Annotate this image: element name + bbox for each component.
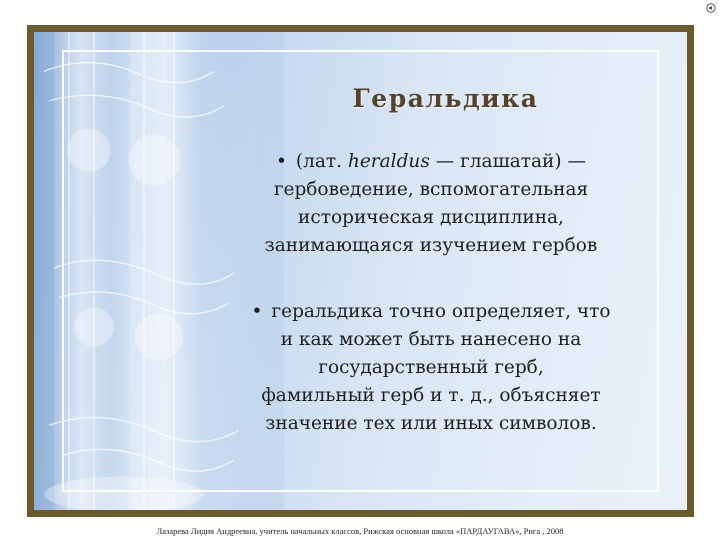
slide-canvas — [34, 32, 687, 510]
slide-frame — [27, 25, 694, 517]
speaker-icon[interactable] — [706, 3, 716, 13]
bullet-purpose-line-5: значение тех или иных символов. — [265, 413, 597, 434]
bullet-definition-line-2: гербоведение, вспомогательная — [273, 179, 589, 200]
bullet-purpose-line-3: государственный герб, — [318, 357, 544, 378]
bullet-definition-line-1 — [222, 148, 640, 176]
bullet-purpose-line-1 — [222, 298, 640, 326]
slide-title: Геральдика — [352, 84, 539, 113]
bullet-marker: • — [251, 301, 263, 322]
bullet-purpose-line-2: и как может быть нанесено на — [280, 329, 582, 350]
bullet-purpose-text-1: геральдика точно определяет, что — [271, 301, 611, 322]
definition-term: heraldus — [347, 151, 430, 172]
bullet-definition-line-3: историческая дисциплина, — [298, 207, 564, 228]
bullet-definition — [222, 148, 640, 260]
bullet-definition-line-4: занимающаяся изучением гербов — [264, 235, 598, 256]
definition-prefix: (лат. — [295, 151, 348, 172]
bullet-purpose-line-4: фамильный герб и т. д., объясняет — [261, 385, 601, 406]
bullet-marker: • — [276, 151, 287, 172]
bullet-purpose — [222, 298, 640, 438]
definition-suffix: — глашатай) — — [429, 151, 586, 172]
author-credit: Лазарева Лидия Андреевна, учитель начальных классов, Рижская основная школа «ПАРДАУГАВА», Рига , 2008 — [156, 526, 564, 536]
